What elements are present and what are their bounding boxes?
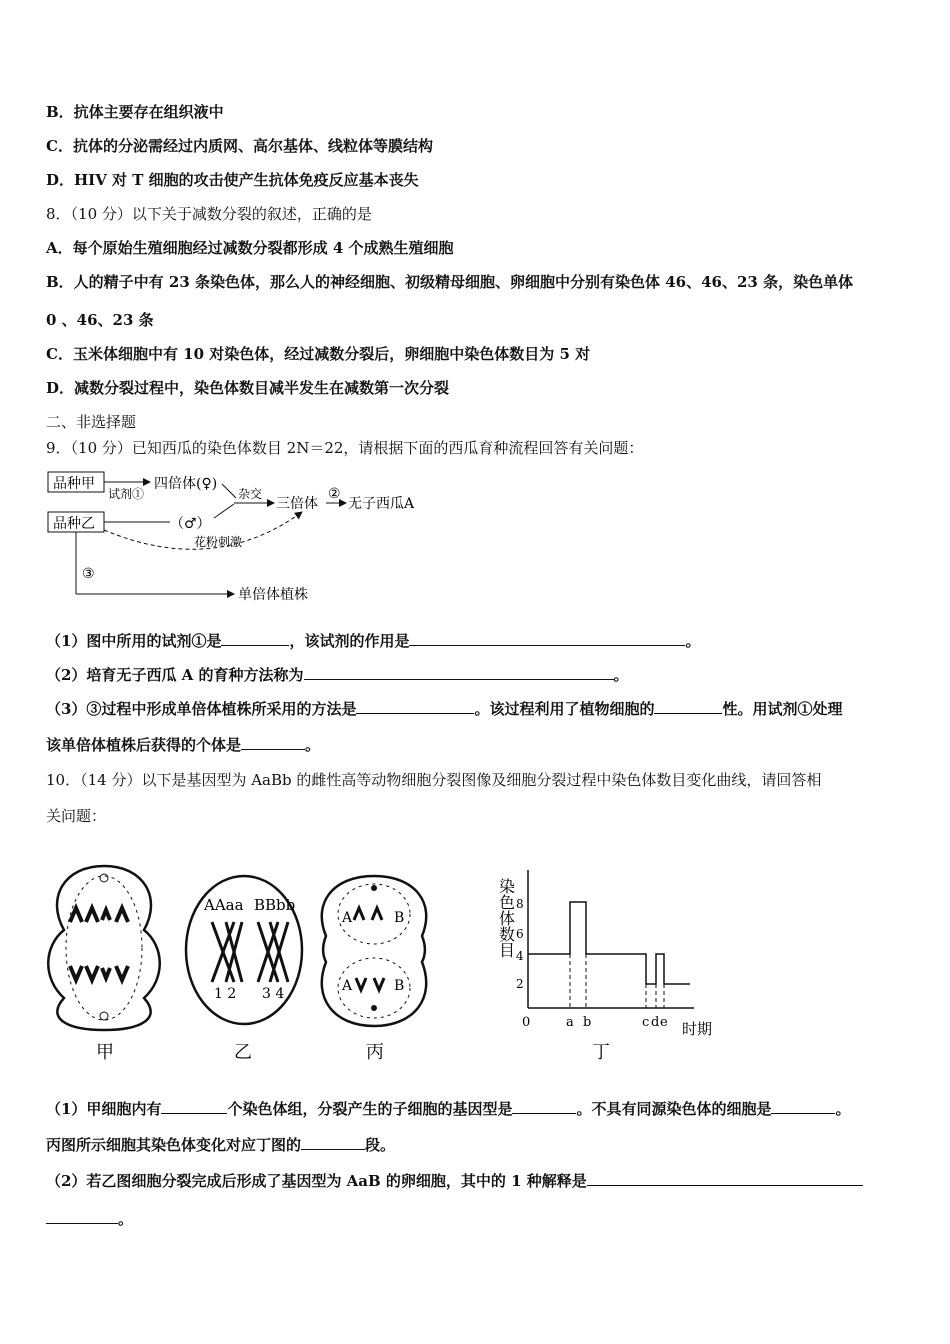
q9-sub3-text-d: 该单倍体植株后获得的个体是: [46, 736, 242, 754]
seedless-label: 无子西瓜A: [348, 496, 415, 512]
q10-sub1-cont: [46, 1134, 395, 1155]
q8-option-c: C．玉米体细胞中有 10 对染色体，经过减数分裂后，卵细胞中染色体数目为 5 对: [46, 345, 591, 363]
q9-sub1-blank1[interactable]: [221, 630, 289, 646]
cell-yi: [186, 876, 302, 1063]
cell-jia: [48, 866, 160, 1063]
graph-y-tick-6: 6: [516, 927, 524, 941]
q9-sub3-end: 。: [305, 736, 321, 754]
q10-sub1-blank4[interactable]: [301, 1134, 365, 1150]
graph-y-tick-8: 8: [516, 897, 524, 911]
cell-bing-top-b: B: [394, 910, 405, 926]
q10-sub1-text-c: 。不具有同源染色体的细胞是: [576, 1100, 772, 1118]
q9-sub3-blank1[interactable]: [356, 698, 474, 714]
q9-stem: 9．（10 分）已知西瓜的染色体数目 2N＝22，请根据下面的西瓜育种流程回答有关问题：: [46, 439, 644, 457]
cell-bing-label: 丙: [366, 1042, 384, 1063]
cell-yi-numbers-left: 1 2: [214, 986, 237, 1002]
q8-stem: 8．（10 分）以下关于减数分裂的叙述，正确的是: [46, 205, 372, 223]
tetraploid-to-cross-line: [222, 484, 236, 498]
cell-division-figure: [44, 858, 724, 1068]
pollen-label: 花粉刺激: [194, 535, 243, 549]
graph-dashed-guides: [570, 954, 664, 1008]
q10-sub2-blank1[interactable]: [587, 1170, 863, 1186]
q10-sub1-blank3[interactable]: [771, 1098, 835, 1114]
cross-label: 杂交: [238, 487, 263, 501]
q9-sub1-text-a: （1）图中所用的试剂①是: [46, 632, 222, 650]
cell-jia-label: 甲: [96, 1042, 114, 1063]
graph-ding-label: 丁: [592, 1042, 610, 1063]
graph-ding: [497, 870, 713, 1063]
cell-yi-label: 乙: [234, 1042, 252, 1063]
q7-option-b: B．抗体主要存在组织液中: [46, 103, 224, 121]
q9-sub3-text-b: 。该过程利用了植物细胞的: [474, 700, 655, 718]
q10-sub1-text-a: （1）甲细胞内有: [46, 1100, 162, 1118]
q10-sub2-text-a: （2）若乙图细胞分裂完成后形成了基因型为 AaB 的卵细胞，其中的 1 种解释是: [46, 1172, 587, 1190]
q9-sub3: [46, 698, 842, 719]
q8-option-a: A．每个原始生殖细胞经过减数分裂都形成 4 个成熟生殖细胞: [46, 239, 454, 257]
q7-option-d: D．HIV 对 T 细胞的攻击使产生抗体免疫反应基本丧失: [46, 171, 419, 189]
reagent-label: 试剂①: [108, 487, 145, 501]
q9-sub3-text-a: （3）③过程中形成单倍体植株所采用的方法是: [46, 700, 357, 718]
q9-sub2-blank[interactable]: [304, 664, 614, 680]
q9-sub1-text-b: ，该试剂的作用是: [289, 632, 410, 650]
q9-sub3-blank2[interactable]: [654, 698, 722, 714]
haploid-label: 单倍体植株: [238, 587, 308, 603]
graph-x-tick-e: e: [660, 1015, 668, 1030]
q10-sub1-text-b: 个染色体组，分裂产生的子细胞的基因型是: [227, 1100, 513, 1118]
q10-sub2-blank2[interactable]: [46, 1208, 118, 1224]
q9-sub1-blank2[interactable]: [409, 630, 685, 646]
q10-sub2: [46, 1170, 863, 1191]
q10-sub2-cont: [46, 1208, 133, 1229]
cell-yi-numbers-right: 3 4: [262, 986, 285, 1002]
q8-option-b-line1: B．人的精子中有 23 条染色体，那么人的神经细胞、初级精母细胞、卵细胞中分别有染色体 46、46、23 条，染色单体: [46, 273, 854, 291]
cell-yi-genes-left: AAaa: [204, 896, 244, 914]
graph-x-tick-b: b: [583, 1015, 592, 1030]
step2-label: ②: [328, 486, 341, 502]
graph-x-title: 时期: [682, 1020, 713, 1038]
cell-yi-genes-right: BBbb: [254, 896, 296, 914]
q9-sub2: [46, 664, 629, 685]
variety-a-label: 品种甲: [53, 476, 95, 492]
q9-sub3-text-c: 性。用试剂①处理: [722, 700, 843, 718]
cell-bing-top-a: A: [342, 910, 353, 926]
male-label: （♂）: [170, 516, 211, 532]
q8-option-d: D．减数分裂过程中，染色体数目减半发生在减数第一次分裂: [46, 379, 450, 397]
q7-option-c: C．抗体的分泌需经过内质网、高尔基体、线粒体等膜结构: [46, 137, 433, 155]
q10-sub2-end: 。: [118, 1210, 134, 1228]
cell-bing: [322, 876, 426, 1063]
variety-b-label: 品种乙: [53, 516, 95, 532]
cell-bing-bottom-b: B: [394, 978, 405, 994]
section-heading: 二、非选择题: [46, 413, 137, 431]
q9-sub2-end: 。: [613, 666, 629, 684]
q10-sub1: [46, 1098, 851, 1119]
graph-x-tick-0: 0: [522, 1015, 531, 1030]
q10-stem-line2: 关问题：: [46, 807, 107, 825]
graph-y-title: 染色体数目: [496, 878, 516, 958]
cell-bing-bottom-a: A: [342, 978, 353, 994]
graph-step-line: [528, 902, 690, 984]
q10-stem-line1: 10．（14 分）以下是基因型为 AaBb 的雌性高等动物细胞分裂图像及细胞分裂过程中染色体数目变化曲线，请回答相: [46, 771, 822, 789]
q10-sub1-text-d: 丙图所示细胞其染色体变化对应丁图的: [46, 1136, 302, 1154]
q9-sub2-text-a: （2）培育无子西瓜 A 的育种方法称为: [46, 666, 304, 684]
q10-sub1-blank1[interactable]: [161, 1098, 227, 1114]
q9-sub3-blank3[interactable]: [241, 734, 305, 750]
q9-sub1: [46, 630, 700, 651]
q10-sub1-end: 。: [835, 1100, 851, 1118]
triploid-label: 三倍体: [276, 496, 318, 512]
q8-option-b-line2: 0 、46、23 条: [46, 311, 154, 329]
q9-sub1-end: 。: [685, 632, 701, 650]
q10-sub1-text-e: 段。: [365, 1136, 396, 1154]
q9-sub3-cont: [46, 734, 320, 755]
q10-sub1-blank2[interactable]: [512, 1098, 576, 1114]
graph-y-tick-2: 2: [516, 977, 524, 991]
male-to-cross-line: [214, 504, 234, 518]
graph-y-tick-4: 4: [516, 949, 524, 963]
graph-x-tick-d: d: [651, 1015, 660, 1030]
graph-x-tick-c: c: [642, 1015, 650, 1030]
step3-label: ③: [82, 566, 95, 582]
watermelon-breeding-diagram: [44, 466, 444, 611]
graph-x-tick-a: a: [566, 1015, 574, 1030]
tetraploid-label: 四倍体(♀): [154, 476, 218, 492]
